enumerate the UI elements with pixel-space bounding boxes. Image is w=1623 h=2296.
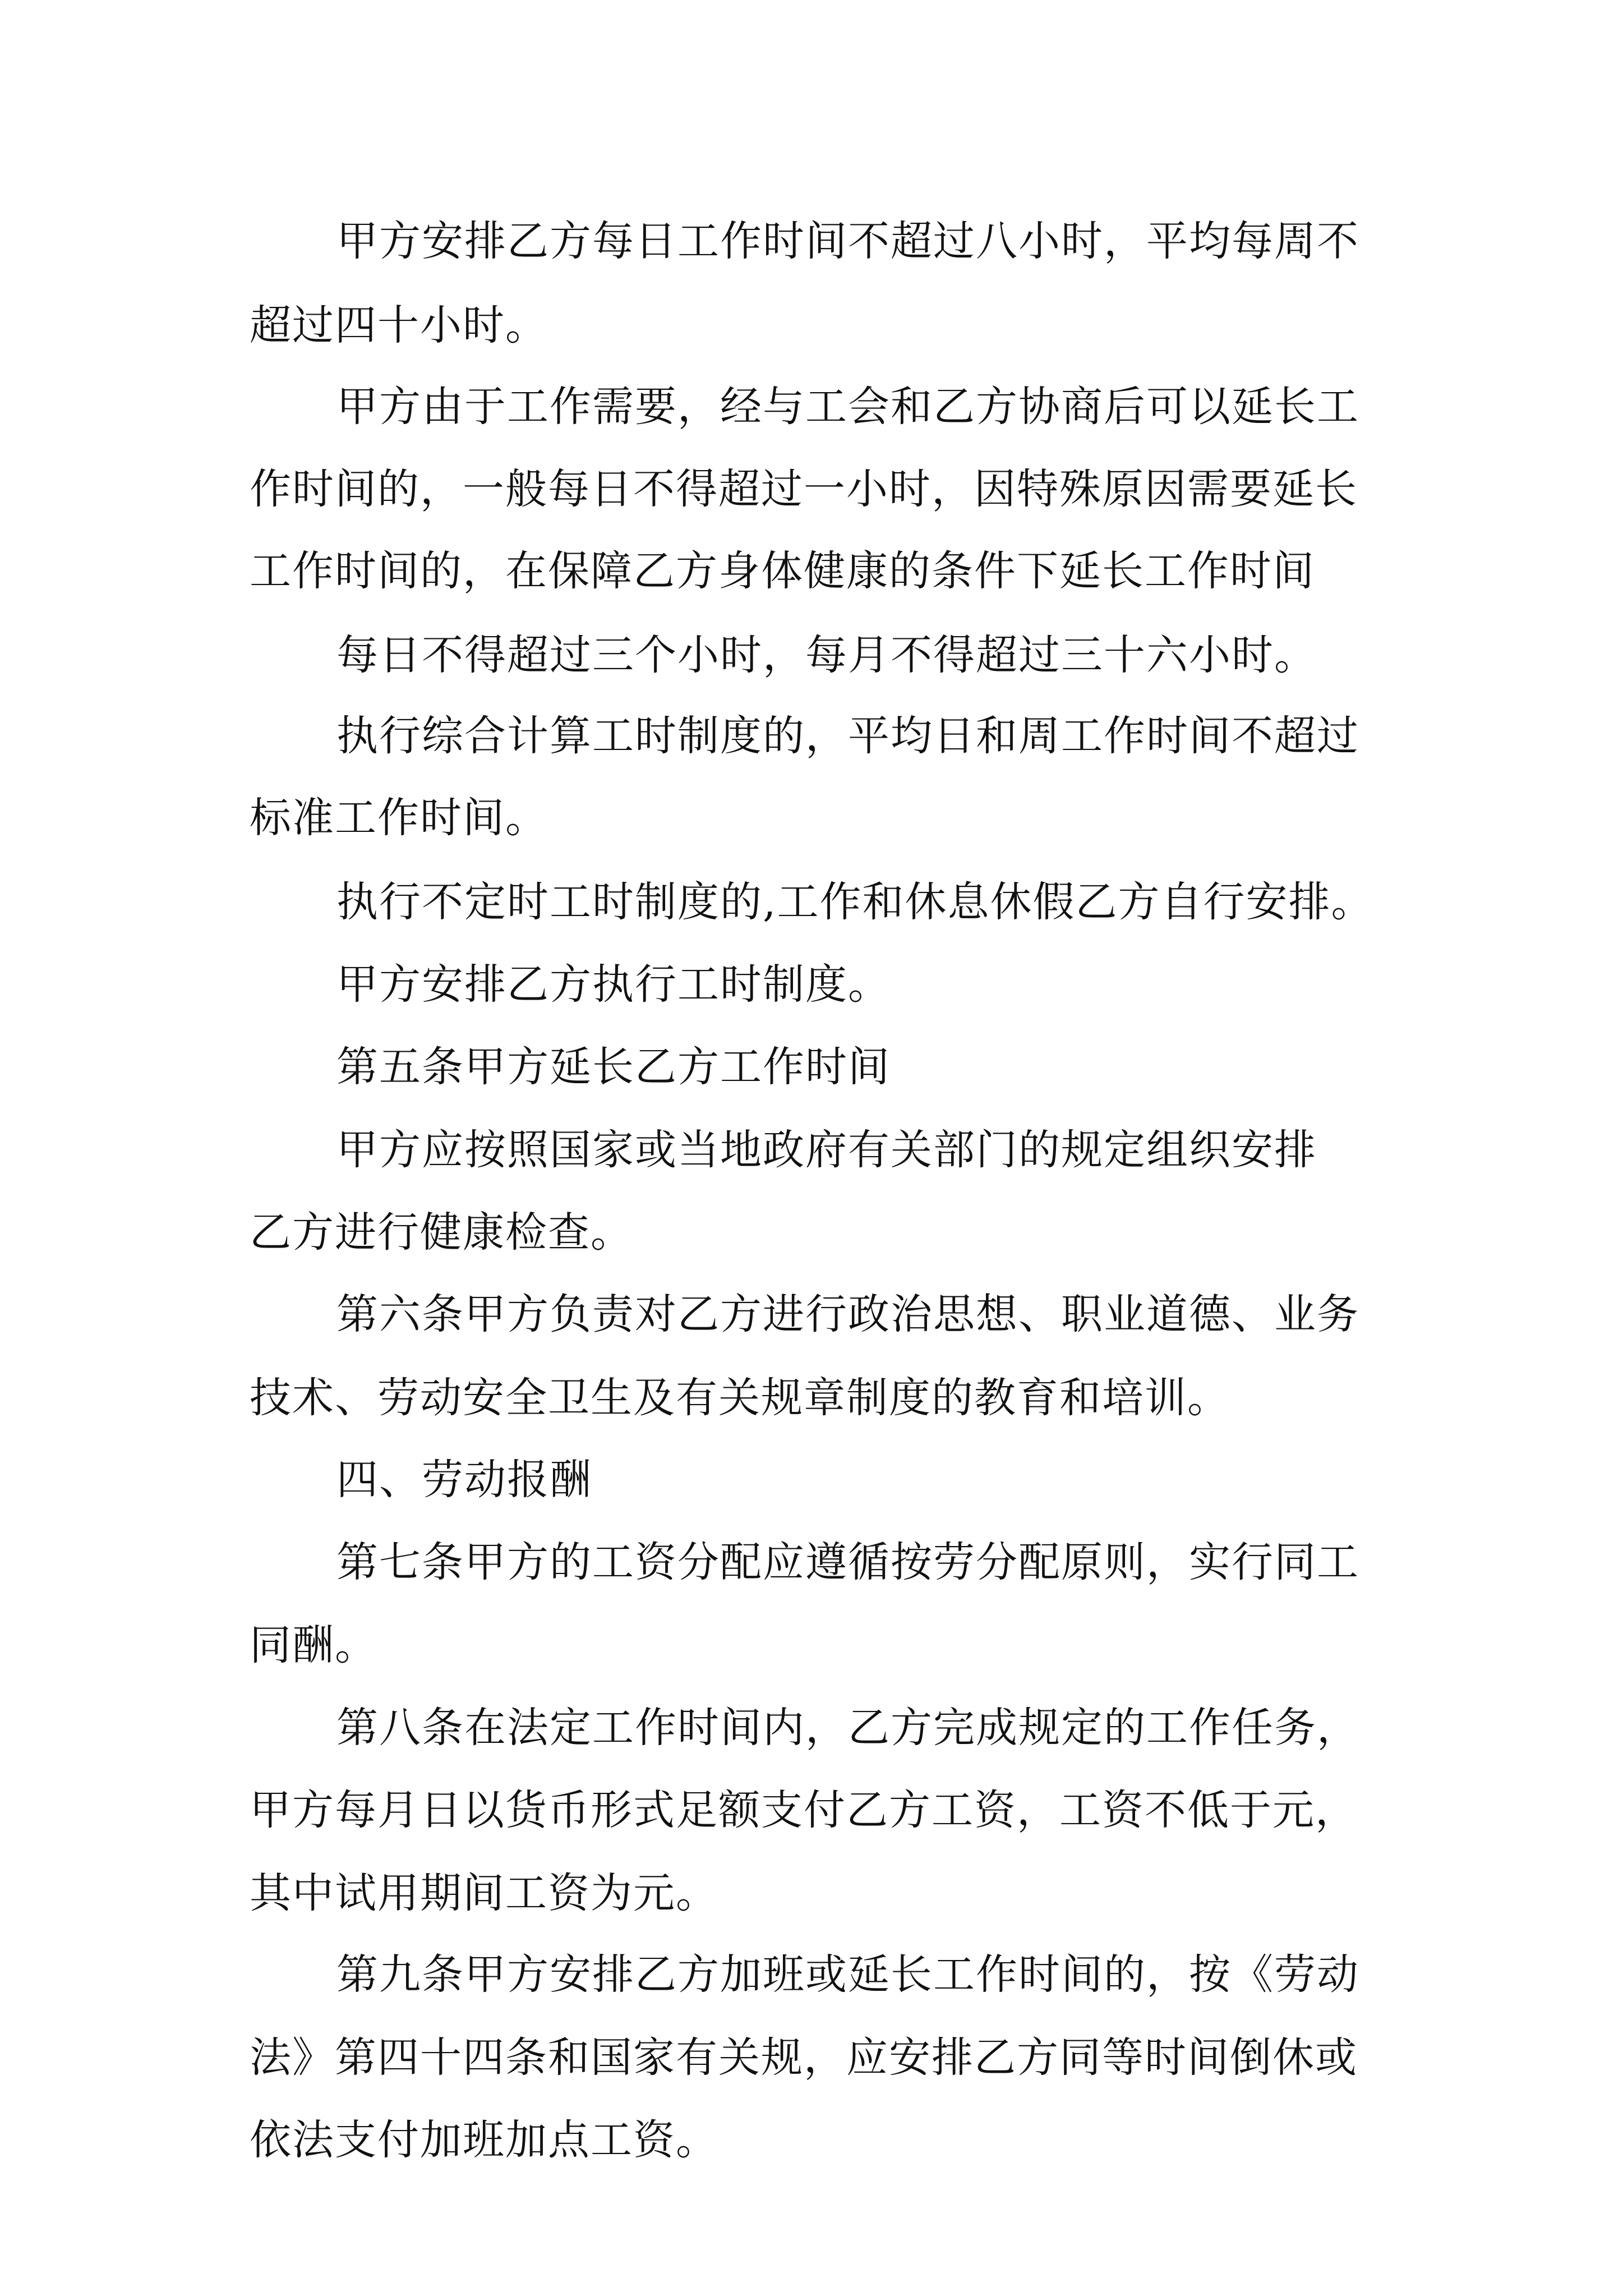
text-line: 其中试用期间工资为元。 (250, 1869, 718, 1917)
text-line: 第七条甲方的工资分配应遵循按劳分配原则，实行同工 (336, 1538, 1359, 1586)
text-line: 技术、劳动安全卫生及有关规章制度的教育和培训。 (250, 1374, 1230, 1422)
text-line: 同酬。 (250, 1621, 377, 1669)
text-line: 第八条在法定工作时间内，乙方完成规定的工作任务， (336, 1704, 1359, 1752)
text-line: 标准工作时间。 (250, 794, 548, 842)
text-line: 甲方安排乙方每日工作时间不超过八小时，平均每周不 (336, 217, 1359, 265)
text-line: 第九条甲方安排乙方加班或延长工作时间的，按《劳动 (336, 1950, 1359, 1999)
text-line: 甲方安排乙方执行工时制度。 (336, 960, 891, 1009)
text-line: 执行不定时工时制度的,工作和休息休假乙方自行安排。 (336, 878, 1374, 926)
section-heading: 第五条甲方延长乙方工作时间 (336, 1043, 891, 1091)
text-line: 乙方进行健康检查。 (250, 1208, 633, 1257)
text-line: 执行综合计算工时制度的，平均日和周工作时间不超过 (336, 712, 1359, 760)
section-heading: 四、劳动报酬 (336, 1456, 592, 1504)
text-line: 甲方每月日以货币形式足额支付乙方工资，工资不低于元， (250, 1786, 1358, 1834)
text-line: 甲方应按照国家或当地政府有关部门的规定组织安排 (336, 1126, 1317, 1174)
text-line: 超过四十小时。 (250, 301, 548, 349)
text-line: 依法支付加班加点工资。 (250, 2116, 718, 2164)
text-line: 每日不得超过三个小时，每月不得超过三十六小时。 (336, 631, 1317, 679)
text-line: 工作时间的，在保障乙方身体健康的条件下延长工作时间 (250, 547, 1315, 595)
text-line: 甲方由于工作需要，经与工会和乙方协商后可以延长工 (336, 383, 1359, 431)
text-line: 作时间的，一般每日不得超过一小时，因特殊原因需要延长 (250, 465, 1358, 513)
text-line: 第六条甲方负责对乙方进行政治思想、职业道德、业务 (336, 1290, 1359, 1338)
text-line: 法》第四十四条和国家有关规，应安排乙方同等时间倒休或 (250, 2033, 1358, 2082)
